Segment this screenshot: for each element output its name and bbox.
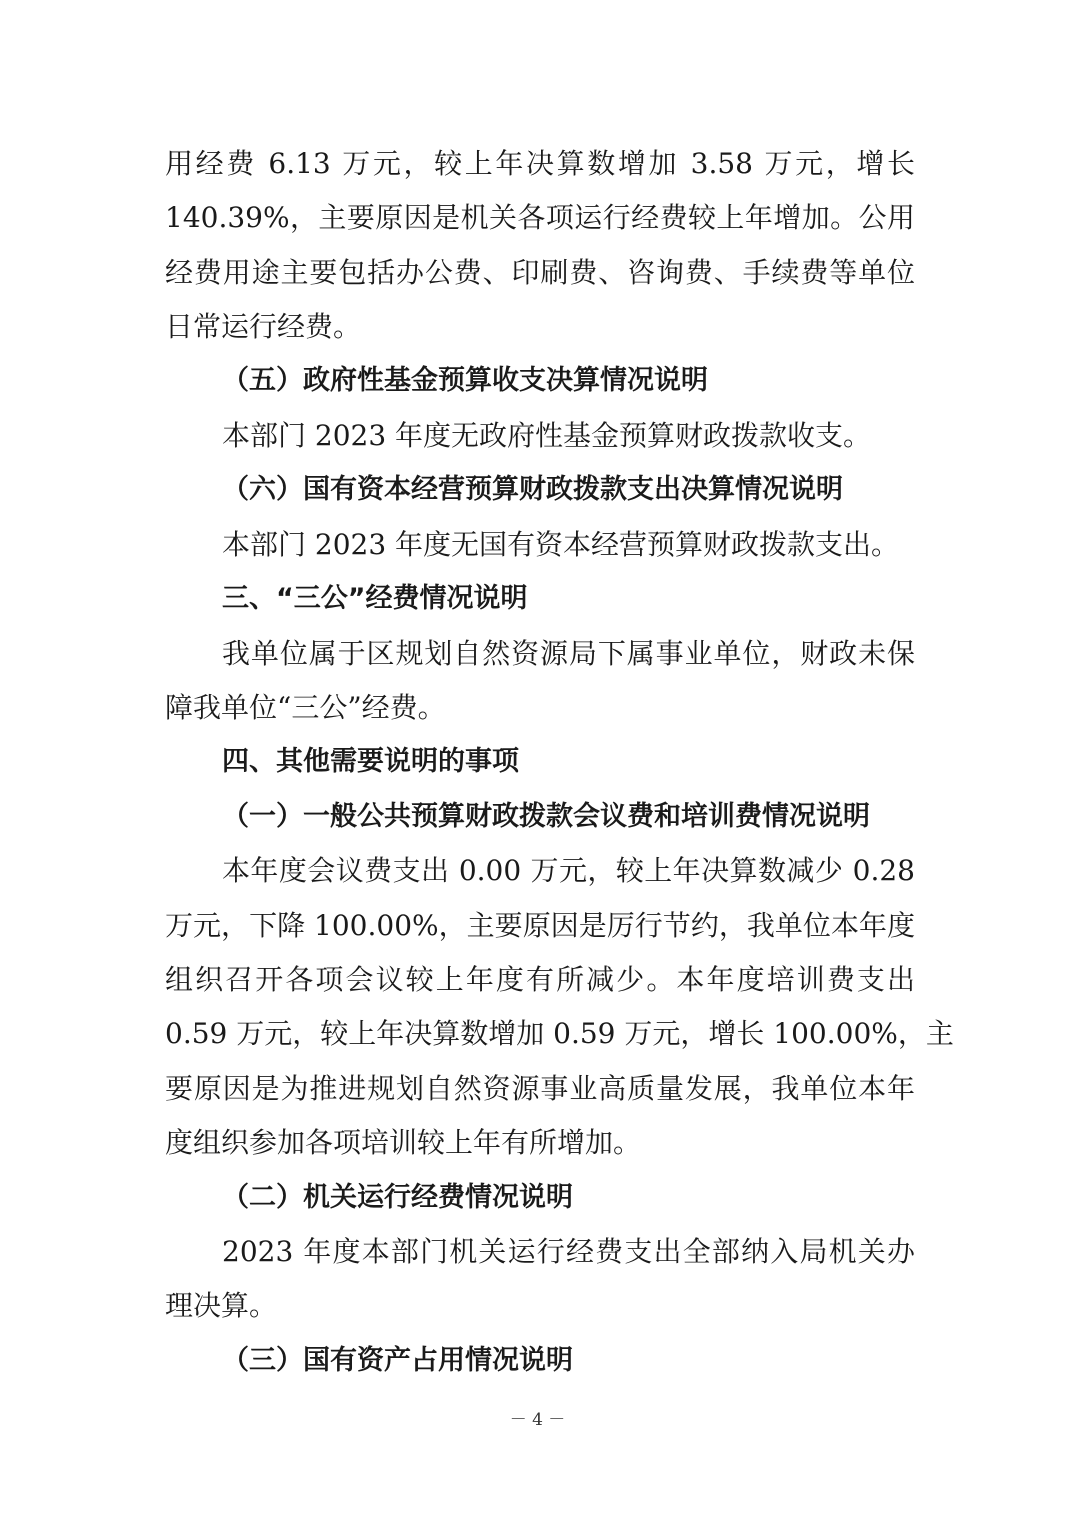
body-text-line: 万元，下降 100.00%，主要原因是厉行节约，我单位本年度 <box>165 909 915 942</box>
subsection-heading-2: （二）机关运行经费情况说明 <box>222 1182 573 1213</box>
body-text-line: 经费用途主要包括办公费、印刷费、咨询费、手续费等单位 <box>165 256 915 289</box>
body-text-line: 理决算。 <box>165 1289 278 1322</box>
body-text-line: 组织召开各项会议较上年度有所减少。本年度培训费支出 <box>165 963 915 996</box>
body-text-line: 用经费 6.13 万元，较上年决算数增加 3.58 万元，增长 <box>165 147 915 180</box>
body-text-line: 障我单位“三公”经费。 <box>165 691 446 724</box>
section-heading-5: （五）政府性基金预算收支决算情况说明 <box>222 365 708 396</box>
body-text-line: 日常运行经费。 <box>165 310 362 343</box>
body-text-line: 我单位属于区规划自然资源局下属事业单位，财政未保 <box>222 637 915 670</box>
chapter-heading-4: 四、其他需要说明的事项 <box>222 746 519 777</box>
page-number: － 4 － <box>509 1410 566 1430</box>
body-text-line: 本年度会议费支出 0.00 万元，较上年决算数减少 0.28 <box>222 854 915 887</box>
subsection-heading-3: （三）国有资产占用情况说明 <box>222 1345 573 1376</box>
body-text-line: 2023 年度本部门机关运行经费支出全部纳入局机关办 <box>222 1235 915 1268</box>
body-text-line: 度组织参加各项培训较上年有所增加。 <box>165 1126 642 1159</box>
body-text-line: 要原因是为推进规划自然资源事业高质量发展，我单位本年 <box>165 1072 915 1105</box>
subsection-heading-1: （一）一般公共预算财政拨款会议费和培训费情况说明 <box>222 801 870 832</box>
body-text-line: 140.39%，主要原因是机关各项运行经费较上年增加。公用 <box>165 201 915 234</box>
body-text-line: 0.59 万元，较上年决算数增加 0.59 万元，增长 100.00%，主 <box>165 1017 954 1050</box>
body-text-line: 本部门 2023 年度无国有资本经营预算财政拨款支出。 <box>222 528 900 561</box>
section-heading-6: （六）国有资本经营预算财政拨款支出决算情况说明 <box>222 474 843 505</box>
chapter-heading-3: 三、“三公”经费情况说明 <box>222 583 528 614</box>
body-text-line: 本部门 2023 年度无政府性基金预算财政拨款收支。 <box>222 419 872 452</box>
